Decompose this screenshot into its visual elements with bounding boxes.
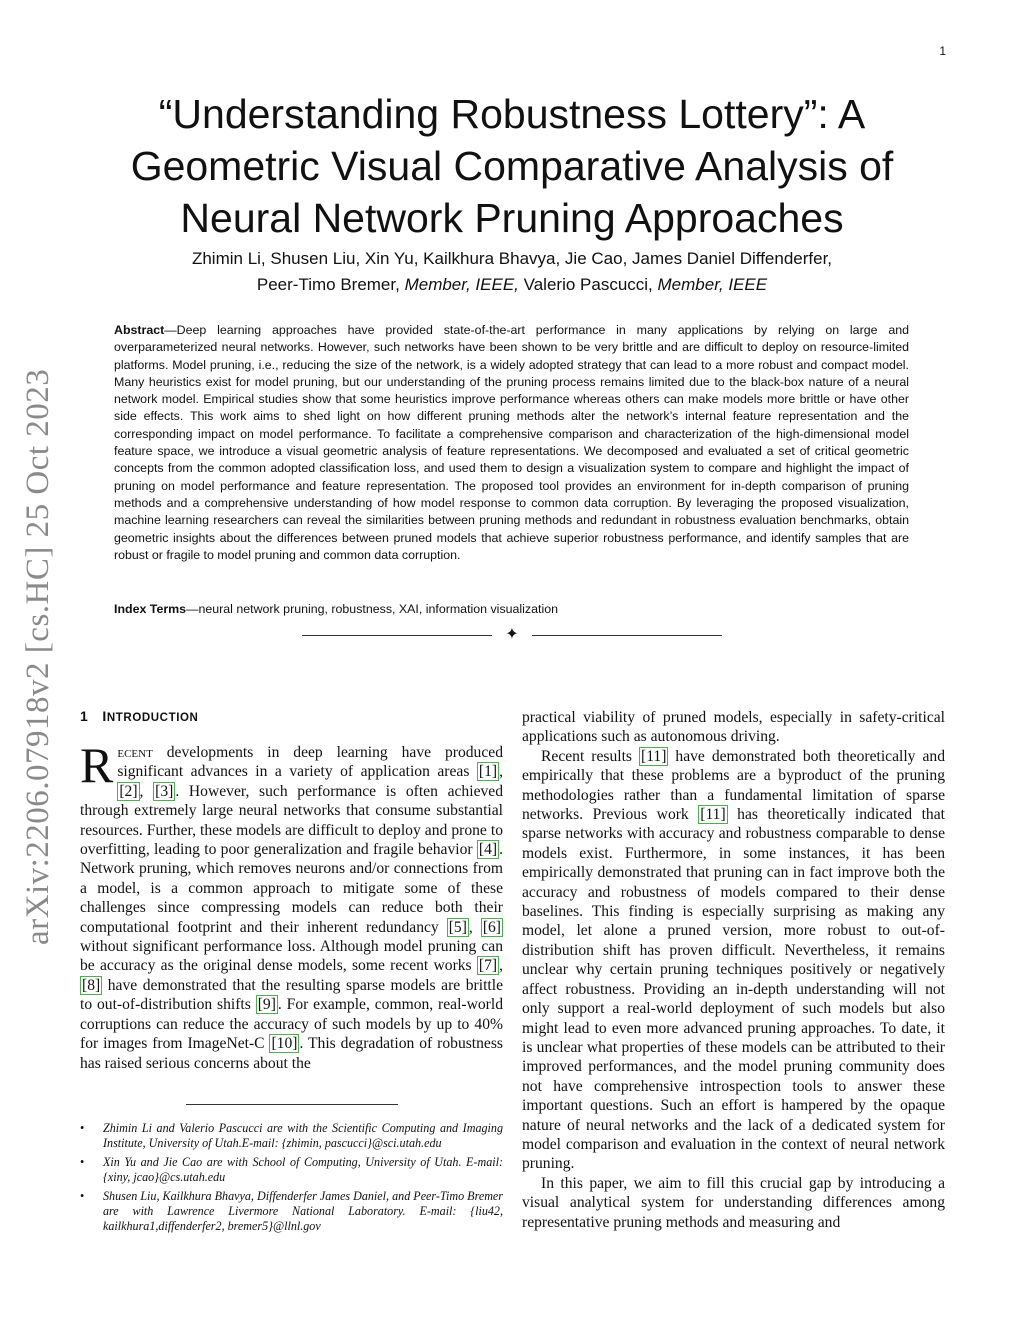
footnote-text: Xin Yu and Jie Cao are with School of Computing, University of Utah. E-mail: {xiny, jcao}@cs.utah.edu <box>103 1154 503 1185</box>
citation-link[interactable]: [7] <box>478 957 498 975</box>
body-text: has theoretically indicated that sparse networks with accuracy and robustness comparable to dense models exist. Furthermore, in some instances, it has been empirically demonstrated that pruning can in fact improve both the accuracy and robustness of models compared to their dense baselines. This finding is especially surprising as making any model, let alone a pruned version, more robust to out-of-distribution shift has proven difficult. Nevertheless, it remains unclear why certain pruning techniques positively or negatively affect robustness. Providing an in-depth understanding will not only support a real-world deployment of such models but also might lead to even more advanced pruning approaches. To date, it is unclear what properties of these models can be attributed to their improved performances, and the model pruning community does not have comprehensive introspection tools to answer these important questions. Such an effort is hampered by the opaque nature of neural networks and the lack of a dedicated system for model comparison and evaluation in the context of neural network pruning. <box>522 806 945 1173</box>
index-terms <box>114 601 909 618</box>
right-text-column <box>522 708 945 1232</box>
title-line: “Understanding Robustness Lottery”: A <box>158 91 866 137</box>
abstract <box>114 322 909 564</box>
citation-link[interactable]: [1] <box>478 763 498 781</box>
body-text: without significant performance loss. Although model pruning can be accuracy as the original dense models, some recent works <box>80 938 503 975</box>
citation-link[interactable]: [11] <box>700 806 726 824</box>
citation-link[interactable]: [10] <box>271 1035 298 1053</box>
title-line: Geometric Visual Comparative Analysis of <box>130 143 894 189</box>
citation-link[interactable]: [8] <box>82 976 101 994</box>
footnote-text: Zhimin Li and Valerio Pascucci are with the Scientific Computing and Imaging Institute, University of Utah.E-mail: {zhimin, pascucci}@sci.utah.edu <box>103 1121 503 1151</box>
citation-link[interactable]: [2] <box>119 782 138 800</box>
left-text-column <box>80 737 503 1073</box>
body-text: Recent results <box>541 747 639 765</box>
citation-link[interactable]: [11] <box>641 747 667 765</box>
author-list <box>112 246 912 298</box>
author-name: Peer-Timo Bremer, <box>256 275 400 294</box>
title-line: Neural Network Pruning Approaches <box>180 195 844 241</box>
body-paragraph <box>522 747 945 1174</box>
paper-title <box>112 88 912 244</box>
index-terms-label: Index Terms <box>114 602 187 616</box>
body-text: , <box>499 763 503 781</box>
citation-link[interactable]: [9] <box>257 996 276 1014</box>
divider-star-icon: ✦ <box>505 626 519 643</box>
body-text: . However, such performance is often achieved through extremely large neural networks that consume substantial resources. Further, these models are difficult to deploy and prone to overfitting, leading to poor generalization and fragile behavior <box>80 782 503 859</box>
divider-line-right <box>532 635 722 636</box>
author-line <box>112 272 912 298</box>
abstract-label: Abstract <box>114 323 165 337</box>
body-text: , <box>468 918 481 936</box>
body-text: developments in deep learning have produced significant advances in a variety of application areas <box>117 744 503 781</box>
divider-line-left <box>302 635 492 636</box>
body-paragraph: practical viability of pruned models, especially in safety-critical applications such as autonomous driving. <box>522 709 945 746</box>
citation-link[interactable]: [6] <box>482 918 501 936</box>
body-text: . For example, common, real-world corruptions can reduce the accuracy of such models by up to 40% for images from ImageNet-C <box>80 996 503 1053</box>
footnote-rule <box>186 1104 398 1105</box>
citation-link[interactable]: [4] <box>478 841 498 859</box>
body-paragraph: In this paper, we aim to fill this crucial gap by introducing a visual analytical system for understanding differences among representative pruning methods and measuring and <box>522 1174 945 1231</box>
body-text: have demonstrated that the resulting sparse models are brittle to out-of-distribution shifts <box>80 976 503 1014</box>
footnote-item <box>80 1121 503 1152</box>
author-membership: Member, IEEE, <box>404 275 519 294</box>
body-text: . This degradation of robustness has raised serious concerns about the <box>80 1035 503 1072</box>
author-line: Zhimin Li, Shusen Liu, Xin Yu, Kailkhura Bhavya, Jie Cao, James Daniel Diffenderfer, <box>191 249 833 268</box>
dropcap-letter: R <box>80 737 114 793</box>
body-text: have demonstrated both theoretically and empirically that these problems are a byproduct of the pruning methodologies rather than a fundamental limitation of sparse networks. Previous work <box>522 747 945 824</box>
section-title-rest: NTRODUCTION <box>106 712 199 724</box>
body-text: , <box>499 957 503 975</box>
section-number: 1 <box>80 708 89 724</box>
footnote-item <box>80 1155 503 1186</box>
section-title-initial: I <box>102 708 107 724</box>
lead-in-smallcaps: ecent <box>117 744 153 761</box>
citation-link[interactable]: [5] <box>448 918 467 936</box>
body-text: . Network pruning, which removes neurons and/or connections from a model, is a common approach to mitigate some of these challenges since compressing models can reduce both their computational footprint and their inherent redundancy <box>80 841 503 936</box>
bullet-icon: • <box>80 1121 85 1135</box>
section-divider <box>302 626 722 646</box>
bullet-icon: • <box>80 1154 85 1169</box>
footnote-text: Shusen Liu, Kailkhura Bhavya, Diffenderfer James Daniel, and Peer-Timo Bremer are with Lawrence Livermore National Laboratory. E-mail: {liu42, kailkhura1,diffenderfer2, bremer5}@llnl.gov <box>103 1188 503 1234</box>
section-heading-introduction <box>80 708 198 724</box>
author-name: Valerio Pascucci, <box>523 275 653 294</box>
body-text: , <box>139 782 154 800</box>
arxiv-identifier-stamp: arXiv:2206.07918v2 [cs.HC] 25 Oct 2023 <box>20 368 56 945</box>
bullet-icon: • <box>80 1188 85 1203</box>
intro-paragraph <box>80 737 503 1073</box>
footnotes <box>80 1121 503 1238</box>
abstract-text: —Deep learning approaches have provided state-of-the-art performance in many applications by relying on large and overparameterized neural networks. However, such networks have been shown to be very brittle and are difficult to deploy on resource-limited platforms. Model pruning, i.e., reducing the size of the network, is a widely adopted strategy that can lead to a more robust and compact model. Many heuristics exist for model pruning, but our understanding of the pruning process remains limited due to the black-box nature of a neural network model. Empirical studies show that some heuristics improve performance whereas others can make models more brittle or have other side effects. This work aims to shed light on how different pruning methods alter the network’s internal feature representation and the corresponding impact on model performance. To facilitate a comprehensive comparison and characterization of the high-dimensional model feature space, we introduce a visual geometric analysis of feature representations. We decomposed and evaluated a set of critical geometric concepts from the common adopted classification loss, and used them to design a visualization system to compare and highlight the impact of pruning on model performance and feature representation. The proposed tool provides an environment for in-depth comparison of pruning methods and a comprehensive understanding of how model response to common data corruption. By leveraging the proposed visualization, machine learning researchers can reveal the similarities between pruning methods and redundant in robustness evaluation benchmarks, obtain geometric insights about the differences between pruned models that achieve superior robustness performance, and identify samples that are robust or fragile to model pruning and common data corruption. <box>114 323 909 562</box>
citation-link[interactable]: [3] <box>155 782 174 800</box>
author-membership: Member, IEEE <box>657 275 768 294</box>
page-number: 1 <box>939 44 946 58</box>
footnote-item <box>80 1189 503 1235</box>
index-terms-text: —neural network pruning, robustness, XAI, information visualization <box>186 602 558 616</box>
